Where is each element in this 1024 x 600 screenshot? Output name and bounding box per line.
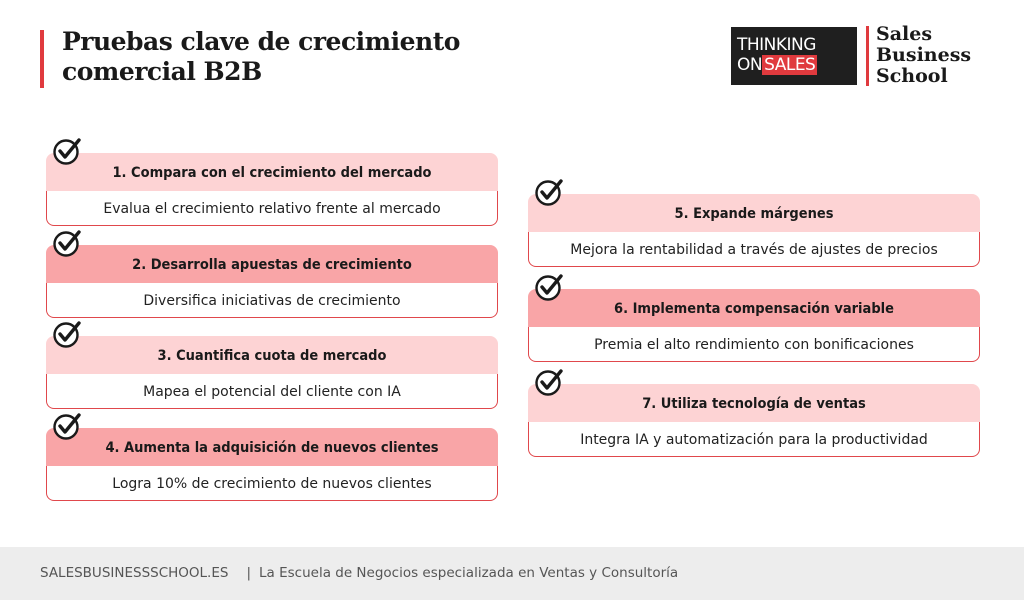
step-title: 3. Cuantifica cuota de mercado [157,348,387,364]
checkmark-icon [52,319,82,349]
footer-separator: | [246,565,252,581]
thinking-on-sales-logo [731,27,857,85]
footer-text [40,547,678,600]
logo-word-school: School [876,65,948,87]
step-title: 5. Expande márgenes [674,206,834,222]
logo-line-thinking: THINKING [737,35,816,55]
checkmark-icon [534,272,564,302]
step-title: 6. Implementa compensación variable [614,301,894,317]
step-card-6 [528,289,980,362]
step-description: Premia el alto rendimiento con bonificaciones [594,336,914,353]
sales-business-school-logo [876,24,971,87]
checkmark-icon [534,177,564,207]
footer-site-link[interactable]: SALESBUSINESSSCHOOL.ES [40,565,229,581]
logo-word-sales: Sales [876,23,933,45]
logo-separator [866,26,869,86]
step-title: 7. Utiliza tecnología de ventas [642,396,866,412]
step-card-1 [46,153,498,226]
footer-tagline: La Escuela de Negocios especializada en Ventas y Consultoría [259,565,679,581]
step-title: 4. Aumenta la adquisición de nuevos clientes [105,440,439,456]
logo-on: ON [737,55,763,75]
step-title: 1. Compara con el crecimiento del mercado [112,165,432,181]
logo-word-business: Business [876,44,972,66]
step-card-7 [528,384,980,457]
logo-line-on-sales [737,55,817,75]
step-description: Logra 10% de crecimiento de nuevos clientes [112,475,432,492]
step-description: Mejora la rentabilidad a través de ajustes de precios [570,241,938,258]
step-card-2 [46,245,498,318]
footer [0,547,1024,600]
page-title: Pruebas clave de crecimiento comercial B2B [62,27,460,86]
logo-sales-highlight: SALES [764,55,816,75]
step-description: Mapea el potencial del cliente con IA [143,383,401,400]
step-description: Evalua el crecimiento relativo frente al mercado [103,200,441,217]
title-accent-bar [40,30,44,88]
checkmark-icon [52,411,82,441]
step-card-4 [46,428,498,501]
step-title: 2. Desarrolla apuestas de crecimiento [132,257,412,273]
checkmark-icon [52,228,82,258]
step-description: Integra IA y automatización para la productividad [580,431,928,448]
checkmark-icon [534,367,564,397]
step-card-5 [528,194,980,267]
step-description: Diversifica iniciativas de crecimiento [143,292,401,309]
step-card-3 [46,336,498,409]
checkmark-icon [52,136,82,166]
